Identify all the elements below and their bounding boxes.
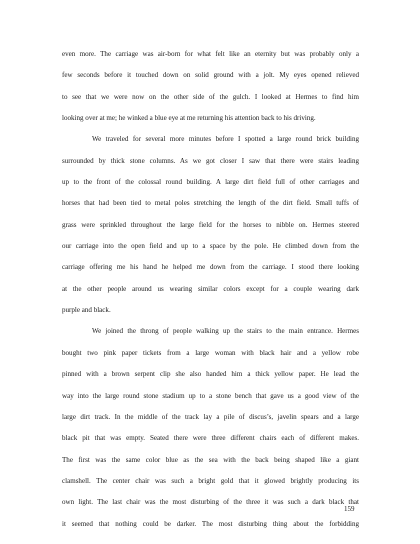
text-line: to see that we were now on the other side of the gulch. I looked at Hermes to find him: [62, 92, 359, 101]
text-line: We joined the throng of people walking up the stairs to the main entrance. Hermes: [92, 327, 359, 336]
text-line: own light. The last chair was the most disturbing of the three it was such a dark black that: [62, 498, 359, 507]
text-line: carriage offering me his hand he helped me down from the carriage. I stood there looking: [62, 263, 359, 272]
text-line: purple and black.: [62, 306, 111, 315]
text-line: looking over at me; he winked a blue eye at me returning his attention back to his driving.: [62, 114, 316, 123]
text-line: grass were sprinkled throughout the large field for the horses to nibble on. Hermes steered: [62, 220, 359, 229]
text-line: it seemed that nothing could be darker. The most disturbing thing about the forbidding: [62, 519, 359, 528]
text-line: We traveled for several more minutes before I spotted a large round brick building: [92, 135, 359, 144]
text-line: horses that had been tied to metal poles stretching the length of the dirt field. Small tuffs of: [62, 199, 359, 208]
text-line: up to the front of the colossal round building. A large dirt field full of other carriages and: [62, 178, 359, 187]
text-line: black pit that was empty. Seated there were three different chairs each of different makes.: [62, 434, 359, 443]
text-line: way into the large round stone stadium up to a stone bench that gave us a good view of the: [62, 391, 359, 400]
text-line: few seconds before it touched down on solid ground with a jolt. My eyes opened relieved: [62, 71, 359, 80]
body-text: [62, 44, 359, 535]
paragraph-2: [62, 129, 359, 321]
text-line: at the other people around us wearing similar colors except for a couple wearing dark: [62, 284, 359, 293]
text-line: surrounded by thick stone columns. As we got closer I saw that there were stairs leading: [62, 156, 359, 165]
text-line: large dirt track. In the middle of the track lay a pile of discus’s, javelin spears and a large: [62, 412, 359, 421]
paragraph-3: [62, 321, 359, 534]
text-line: clamshell. The center chair was such a bright gold that it glowed brightly producing its: [62, 476, 359, 485]
text-line: pinned with a brown serpent clip she also handed him a thick yellow paper. He lead the: [62, 370, 359, 379]
text-line: The first was the same color blue as the sea with the back being shaped like a giant: [62, 455, 359, 464]
text-line: even more. The carriage was air-born for what felt like an eternity but was probably only a: [62, 50, 359, 58]
text-line: our carriage into the open field and up to a space by the pole. He climbed down from the: [62, 242, 359, 251]
paragraph-1: [62, 44, 359, 129]
text-line: bought two pink paper tickets from a large woman with black hair and a yellow robe: [62, 348, 359, 357]
page-number: 159: [344, 505, 355, 513]
